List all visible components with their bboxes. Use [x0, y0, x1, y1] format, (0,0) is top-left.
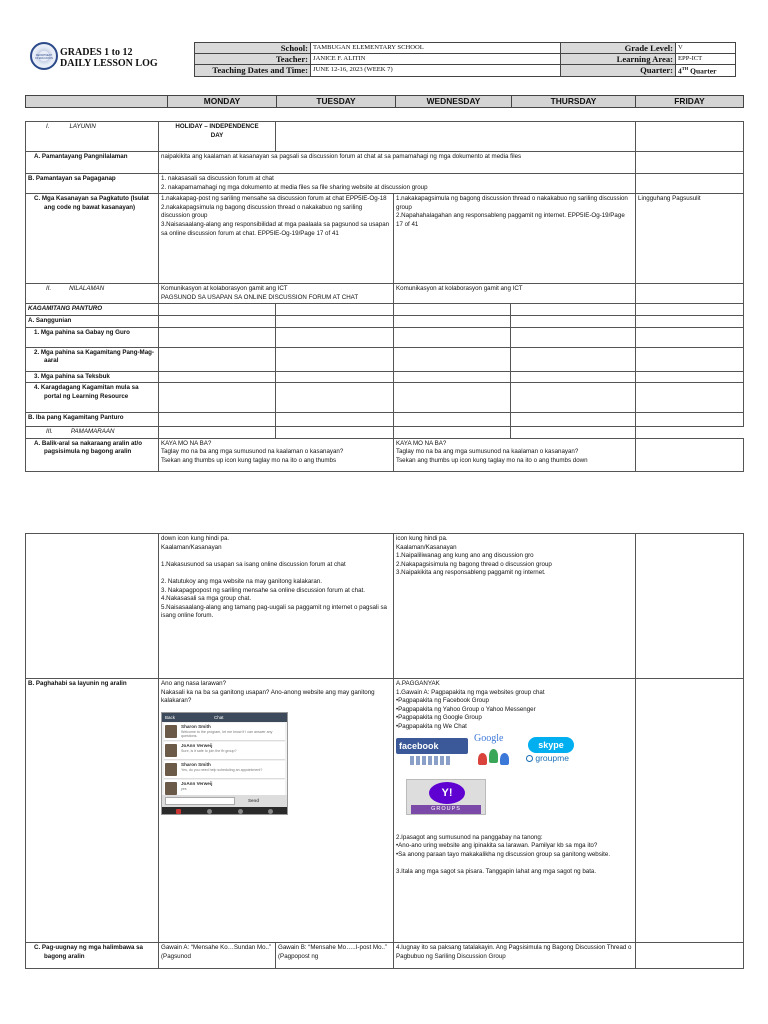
layunin-num: I.	[46, 123, 50, 130]
cell-empty	[636, 413, 744, 427]
nilalaman-label	[26, 284, 159, 304]
paghahabi-fri	[636, 679, 744, 943]
iba-pang-label: B. Iba pang Kagamitang Panturo	[26, 413, 159, 427]
cell-empty	[276, 371, 394, 383]
area-value: EPP-ICT	[676, 54, 736, 65]
yahoo-badge	[429, 782, 465, 804]
layunin-label	[26, 122, 159, 152]
row-kagamitang-mag-aaral	[26, 347, 744, 371]
chat-input	[165, 797, 235, 805]
nilalaman-fri	[636, 284, 744, 304]
weekday-header	[25, 95, 744, 108]
chat-back-button: Back	[165, 714, 176, 720]
groupme-icon	[526, 755, 533, 762]
person-red-icon	[478, 753, 487, 765]
yahoo-text: Y!	[441, 786, 453, 799]
layunin-text: LAYUNIN	[69, 123, 96, 130]
cell-empty	[394, 371, 511, 383]
pagganap-fri	[636, 174, 744, 194]
day-tuesday: TUESDAY	[277, 96, 396, 108]
cell-empty	[511, 413, 636, 427]
chat-message-text: Welcome to the program, let me know if I can answer any questions.	[181, 729, 273, 739]
cell-empty	[159, 413, 276, 427]
nilalaman-wed-thu: Komunikasyon at kolaborasyon gamit ang ICT	[394, 284, 636, 304]
chat-sender-name: Sharon Smith	[181, 761, 211, 767]
cell-empty	[511, 315, 636, 327]
mag-aaral-label: 2. Mga pahina sa Kagamitang Pang-Mag-aaral	[26, 347, 159, 371]
cell-empty	[159, 371, 276, 383]
cont-wed-thu: icon kung hindi pa. Kaalaman/Kasanayan 1.Naipaliliwanag ang kung ano ang discussion gro 2.Nakapagsisimula ng bagong thread o discussion group 3.Naipakikita ang responsableng paggamit ng internet.	[394, 534, 636, 679]
quarter-num: 4	[678, 66, 682, 76]
quarter-value	[676, 65, 736, 77]
paguugnay-fri	[636, 943, 744, 969]
facebook-text: facebook	[399, 740, 439, 751]
cell-empty	[511, 327, 636, 347]
deped-logo	[30, 42, 58, 70]
chat-message-text: yes	[181, 786, 187, 791]
row-nilalaman	[26, 284, 744, 304]
chat-bottom-bar	[162, 807, 288, 815]
pagganap-label: B. Pamantayan sa Pagaganap	[26, 174, 159, 194]
chat-input-row	[162, 795, 288, 807]
cell-empty	[636, 327, 744, 347]
google-people-icon	[478, 749, 514, 767]
kagamitang-label: KAGAMITANG PANTURO	[26, 304, 159, 316]
kasanayan-label: C. Mga Kasanayan sa Pagkatuto (Isulat ang code ng bawat kasanayan)	[26, 194, 159, 284]
cell-empty	[394, 413, 511, 427]
chat-message	[164, 761, 285, 779]
layunin-empty	[276, 122, 636, 152]
chat-sender-name: Sharon Smith	[181, 723, 211, 729]
nilalaman-num: II.	[46, 285, 52, 293]
cell-empty	[636, 371, 744, 383]
row-gabay	[26, 327, 744, 347]
day-wednesday: WEDNESDAY	[396, 96, 512, 108]
chat-title: Chat	[214, 714, 224, 720]
cell-empty	[159, 347, 276, 371]
chat-message	[164, 723, 285, 741]
pamamaraan-num: III.	[46, 428, 53, 436]
row-pamantayang-pangnilalaman	[26, 152, 744, 174]
logo-text: DEPARTMENT OF EDUCATION	[35, 54, 53, 60]
chat-message-text: Sure, is it safe to join the fb group?	[181, 748, 237, 753]
row-karagdagang	[26, 383, 744, 413]
row-sanggunian	[26, 315, 744, 327]
quarter-label: Quarter:	[561, 65, 676, 77]
cell-empty	[159, 427, 276, 439]
row-teksbuk	[26, 371, 744, 383]
paghahabi-wed-thu	[394, 679, 636, 943]
paghahabi-label: B. Paghahabi sa layunin ng aralin	[26, 679, 159, 943]
cont-mon-tue: down icon kung hindi pa. Kaalaman/Kasanayan 1.Nakasusunod sa usapan sa isang online discussion forum at chat 2. Natutukoy ang mga website na may ganitong kalakaran. 3. Nakapagpopost ng sariling mensahe sa online discussion forum at chat. 4.Nakasasali sa mga group chat. 5.Naisasaalang-alang ang tamang pag-uugali sa paggamit ng internet o pagsali sa isang online forum.	[159, 534, 394, 679]
row-layunin	[26, 122, 744, 152]
area-label: Learning Area:	[561, 54, 676, 65]
quarter-word: Quarter	[688, 66, 717, 76]
cell-empty	[276, 383, 394, 413]
teacher-label: Teacher:	[195, 54, 311, 65]
lesson-table-page2	[25, 533, 744, 969]
cell-empty	[636, 347, 744, 371]
cell-empty	[276, 304, 394, 316]
holiday-cell: HOLIDAY – INDEPENDENCE DAY	[159, 122, 276, 152]
cell-empty	[636, 427, 744, 439]
cell-empty	[276, 327, 394, 347]
header-info-table	[194, 42, 736, 77]
nilalaman-text: NILALAMAN	[69, 285, 105, 293]
settings-icon	[268, 809, 273, 814]
cell-empty	[159, 327, 276, 347]
chat-topbar	[162, 713, 287, 722]
pangnilalaman-label: A. Pamantayang Pangnilalaman	[26, 152, 159, 174]
paghahabi-mon-tue	[159, 679, 394, 943]
chat-screenshot	[161, 712, 288, 815]
dates-value: JUNE 12-16, 2023 (WEEK 7)	[311, 65, 561, 77]
avatar	[165, 725, 177, 738]
chat-send-button: Send	[248, 797, 260, 803]
cell-empty	[394, 347, 511, 371]
balik-aral-label: A. Balik-aral sa nakaraang aralin at/o pagsisimula ng bagong aralin	[26, 438, 159, 471]
pamamaraan-label	[26, 427, 159, 439]
cont-label	[26, 534, 159, 679]
day-thursday: THURSDAY	[512, 96, 636, 108]
row-pamantayan-pagganap	[26, 174, 744, 194]
cell-empty	[394, 427, 511, 439]
cell-empty	[636, 304, 744, 316]
paguugnay-tue: Gawain B: “Mensahe Mo…..I-post Mo..” (Pagpopost ng	[276, 943, 394, 969]
cell-empty	[276, 413, 394, 427]
paghahabi-wed-thu-bottom: 2.Ipasagot ang sumusunod na panggabay na tanong: •Ano-ano uring website ang ipinakita sa larawan. Pamilyar kb sa mga ito? •Sa anong paraan tayo makakalikha ng discussion group sa ganitong website. 3.Itala ang mga sagot sa pisara. Tanggapin lahat ang mga sagot ng bata.	[396, 833, 611, 875]
avatar	[165, 744, 177, 757]
lesson-table-page1	[25, 121, 744, 472]
logo-collage	[396, 734, 633, 826]
skype-text: skype	[538, 739, 564, 750]
paguugnay-mon: Gawain A: “Mensahe Ko…Sundan Mo..” (Pagsunod	[159, 943, 276, 969]
row-kagamitang	[26, 304, 744, 316]
quarter-sup: TH	[681, 66, 689, 71]
title-line2: DAILY LESSON LOG	[60, 58, 158, 69]
cell-empty	[636, 383, 744, 413]
cell-empty	[394, 304, 511, 316]
kasanayan-wed-thu: 1.nakakapagsimula ng bagong discussion thread o nakakabuo ng sariling discussion group 2.Napahahalagahan ang responsableng paggamit ng internet. EPP5IE-Og-19/Page 17 of 41	[394, 194, 636, 284]
paghahabi-wed-thu-top: A.PAGGANYAK 1.Gawain A: Pagpapakita ng mga websites group chat •Pagpapakita ng Facebook Group •Pagpapakita ng Yahoo Group o Yahoo Messenger •Pagpapakita ng Google Group •Pagpapakita ng We Chat	[396, 680, 545, 730]
pagganap-line2: 2. nakapamamahagi ng mga dokumento at media files sa file sharing website at discussion group	[161, 183, 428, 191]
pamamaraan-text: PAMAMARAAN	[70, 428, 115, 436]
avatar	[165, 763, 177, 776]
row-paguugnay	[26, 943, 744, 969]
search-icon	[238, 809, 243, 814]
school-label: School:	[195, 43, 311, 54]
groups-text: GROUPS	[431, 805, 461, 812]
chat-message	[164, 742, 285, 760]
cell-empty	[511, 347, 636, 371]
google-text: Google	[474, 732, 504, 744]
cell-empty	[511, 427, 636, 439]
day-monday: MONDAY	[168, 96, 277, 108]
school-value: TAMBUGAN ELEMENTARY SCHOOL	[311, 43, 561, 54]
balik-aral-mon-tue: KAYA MO NA BA? Taglay mo na ba ang mga sumusunod na kaalaman o kasanayan? Tsekan ang thumbs up icon kung taglay mo na ito o ang thumbs	[159, 438, 394, 471]
balik-aral-fri	[636, 438, 744, 471]
cell-empty	[159, 304, 276, 316]
paguugnay-wed-thu: 4.Iugnay ito sa paksang tatalakayin. Ang Pagsisimula ng Bagong Discussion Thread o Pagbubuo ng Sariling Discussion Group	[394, 943, 636, 969]
cell-empty	[159, 315, 276, 327]
dll-title	[60, 47, 158, 69]
kasanayan-fri: Lingguhang Pagsusulit	[636, 194, 744, 284]
cell-empty	[394, 315, 511, 327]
layunin-fri	[636, 122, 744, 152]
menu-icon	[207, 809, 212, 814]
row-pamamaraan	[26, 427, 744, 439]
skype-logo	[528, 737, 574, 753]
row-balik-aral-cont	[26, 534, 744, 679]
gabay-label: 1. Mga pahina sa Gabay ng Guro	[26, 327, 159, 347]
facebook-people-icon	[410, 756, 452, 765]
cell-empty	[511, 304, 636, 316]
groupme-logo	[526, 754, 569, 763]
cell-empty	[276, 347, 394, 371]
dates-label: Teaching Dates and Time:	[195, 65, 311, 77]
home-icon	[176, 809, 181, 814]
chat-message-text: Yes, do you need help scheduling an appointment?	[181, 767, 263, 772]
day-blank	[26, 96, 168, 108]
teksbuk-label: 3. Mga pahina sa Teksbuk	[26, 371, 159, 383]
person-blue-icon	[500, 753, 509, 765]
sanggunian-label: A. Sanggunian	[26, 315, 159, 327]
kasanayan-mon-tue: 1.nakakapag-post ng sariling mensahe sa discussion forum at chat EPP5IE-Og-18 2.nakakapagsimula ng bagong discussion thread o nakakabuo ng sariling discussion group 3.Naisasaalang-alang ang responsibilidad at mga paalaala sa pagsunod sa usapan sa online discussion forum at chat. EPP5IE-Og-19/Page 17 of 41	[159, 194, 394, 284]
cont-fri	[636, 534, 744, 679]
groupme-text: groupme	[535, 752, 569, 763]
cell-empty	[276, 315, 394, 327]
cell-empty	[394, 383, 511, 413]
title-line1: GRADES 1 to 12	[60, 47, 133, 58]
pagganap-text	[159, 174, 636, 194]
pangnilalaman-text: naipakikita ang kaalaman at kasanayan sa pagsali sa discussion forum at chat at sa pamamahagi ng mga dokumento at media files	[159, 152, 636, 174]
groups-band	[411, 805, 481, 814]
cell-empty	[394, 327, 511, 347]
cell-empty	[511, 383, 636, 413]
chat-messages	[162, 723, 287, 798]
karagdagang-label: 4. Karagdagang Kagamitan mula sa portal ng Learning Resource	[26, 383, 159, 413]
pangnilalaman-fri	[636, 152, 744, 174]
chat-sender-name: JoAnn Verweij	[181, 780, 213, 786]
cell-empty	[511, 371, 636, 383]
day-friday: FRIDAY	[636, 96, 744, 108]
chat-sender-name: JoAnn Verweij	[181, 742, 213, 748]
row-iba-pang	[26, 413, 744, 427]
cell-empty	[159, 383, 276, 413]
cell-empty	[276, 427, 394, 439]
grade-value: V	[676, 43, 736, 54]
google-logo	[474, 732, 504, 744]
cell-empty	[636, 315, 744, 327]
nilalaman-mon-tue: Komunikasyon at kolaborasyon gamit ang ICT PAGSUNOD SA USAPAN SA ONLINE DISCUSSION FORUM AT CHAT	[159, 284, 394, 304]
pagganap-line1: 1. nakasasali sa discussion forum at chat	[161, 175, 274, 182]
yahoo-groups-logo	[406, 779, 486, 815]
row-paghahabi	[26, 679, 744, 943]
balik-aral-wed-thu: KAYA MO NA BA? Taglay mo na ba ang mga sumusunod na kaalaman o kasanayan? Tsekan ang thumbs up icon kung taglay mo na ito o ang thumbs down	[394, 438, 636, 471]
paguugnay-label: C. Pag-uugnay ng mga halimbawa sa bagong aralin	[26, 943, 159, 969]
teacher-value: JANICE F. ALITIN	[311, 54, 561, 65]
avatar	[165, 782, 177, 795]
grade-label: Grade Level:	[561, 43, 676, 54]
person-green-icon	[489, 749, 498, 763]
row-balik-aral	[26, 438, 744, 471]
facebook-logo	[396, 738, 468, 754]
paghahabi-mon-tue-text: Ano ang nasa larawan? Nakasali ka na ba sa ganitong usapan? Ano-anong website ang may ganitong kalakaran?	[161, 680, 375, 705]
row-kasanayan	[26, 194, 744, 284]
